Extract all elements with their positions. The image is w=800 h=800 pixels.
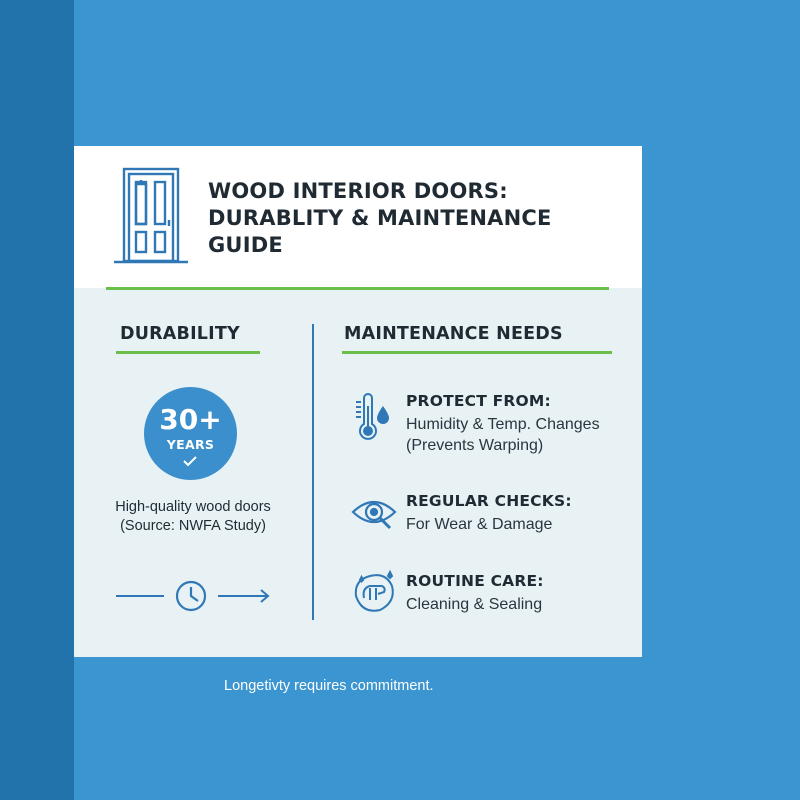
cleaning-cloth-icon	[350, 568, 400, 618]
maintenance-heading-rule	[342, 351, 612, 354]
protect-note: (Prevents Warping)	[406, 437, 544, 454]
left-band	[0, 0, 74, 800]
title-line: GUIDE	[208, 233, 283, 257]
check-icon	[182, 455, 198, 467]
eye-magnifier-icon	[350, 490, 400, 540]
clock-icon	[177, 582, 205, 610]
checks-title: REGULAR CHECKS:	[406, 492, 572, 510]
badge-label: YEARS	[166, 437, 215, 452]
years-badge	[144, 387, 237, 480]
title-line: DURABLITY & MAINTENANCE	[208, 206, 552, 230]
title-line: WOOD INTERIOR DOORS:	[208, 179, 508, 203]
durability-source: (Source: NWFA Study)	[120, 518, 266, 534]
column-divider	[312, 324, 314, 620]
checks-text: For Wear & Damage	[406, 516, 553, 533]
care-title: ROUTINE CARE:	[406, 572, 544, 590]
durability-heading-rule	[116, 351, 260, 354]
guide-card	[74, 146, 642, 657]
timeline-graphic	[116, 576, 276, 616]
door-icon	[112, 166, 192, 266]
arrow-right-icon	[218, 590, 268, 602]
protect-text: Humidity & Temp. Changes	[406, 416, 600, 433]
badge-number: 30+	[159, 403, 222, 436]
header-divider	[106, 287, 609, 290]
durability-heading: DURABILITY	[120, 324, 240, 344]
card-header	[74, 146, 642, 288]
page-title	[208, 178, 628, 259]
footer-tagline: Longetivty requires commitment.	[224, 678, 434, 694]
protect-title: PROTECT FROM:	[406, 392, 551, 410]
maintenance-heading: MAINTENANCE NEEDS	[344, 324, 563, 344]
care-text: Cleaning & Sealing	[406, 596, 543, 613]
durability-caption: High-quality wood doors	[115, 499, 271, 515]
thermometer-droplet-icon	[350, 392, 400, 442]
